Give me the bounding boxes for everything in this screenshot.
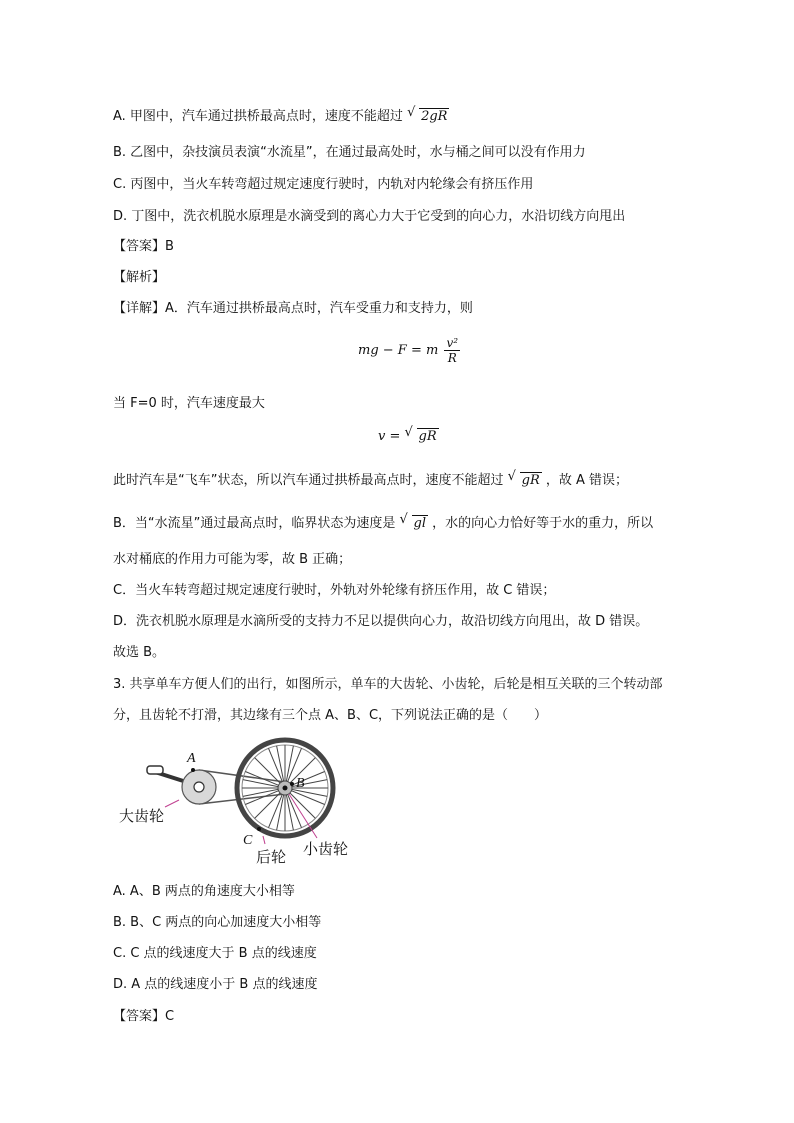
option-c: C. 丙图中，当火车转弯超过规定速度行驶时，内轨对内轮缘会有挤压作用	[113, 177, 534, 192]
fraction: $\frac{\text{v²}}{R}$	[446, 336, 459, 365]
detail-line-3: 此时汽车是“飞车”状态，所以汽车通过拱桥最高点时，速度不能超过 √ gR ，故 A 错误；	[113, 471, 628, 491]
question-3-stem-1: 3. 共享单车方便人们的出行，如图所示，单车的大齿轮、小齿轮，后轮是相互关联的三个转动部	[113, 677, 663, 692]
answer-label: 【答案】B	[113, 239, 174, 254]
question-3-option-d: D. A 点的线速度小于 B 点的线速度	[113, 977, 318, 992]
question-3-option-b: B. B、C 两点的向心加速度大小相等	[113, 915, 322, 930]
option-d: D. 丁图中，洗衣机脱水原理是水滴受到的离心力大于它受到的向心力，水沿切线方向甩出	[113, 209, 626, 224]
question-3-option-a: A. A、B 两点的角速度大小相等	[113, 884, 295, 899]
label-small-gear: 小齿轮	[303, 840, 349, 858]
detail-line-4: B．当“水流星”通过最高点时，临界状态为速度是 √ gl ，水的向心力恰好等于水的重力，所以	[113, 514, 653, 534]
detail-line-5: 水对桶底的作用力可能为零，故 B 正确；	[113, 552, 352, 567]
sqrt-expression: √ gl	[399, 512, 427, 531]
option-a: A. 甲图中，汽车通过拱桥最高点时，速度不能超过 √ 2gR	[113, 107, 449, 127]
question-3-option-c: C. C 点的线速度大于 B 点的线速度	[113, 946, 317, 961]
bicycle-drive-figure	[113, 732, 358, 872]
detail-line-6: C．当火车转弯超过规定速度行驶时，外轨对外轮缘有挤压作用，故 C 错误；	[113, 583, 556, 598]
question-3-stem-2: 分，且齿轮不打滑，其边缘有三个点 A、B、C，下列说法正确的是（ ）	[113, 708, 548, 723]
question-3-answer: 【答案】C	[113, 1009, 175, 1024]
analysis-label: 【解析】	[113, 270, 166, 285]
sqrt-expression: √ gR	[404, 425, 437, 444]
detail-line-1: 【详解】A．汽车通过拱桥最高点时，汽车受重力和支持力，则	[113, 301, 473, 316]
big-gear-leader	[165, 800, 179, 807]
label-rear-wheel: 后轮	[256, 848, 287, 866]
big-gear	[182, 770, 216, 804]
equation-2: v = √ gR	[378, 425, 437, 444]
label-big-gear: 大齿轮	[119, 807, 165, 825]
label-b: B	[296, 776, 305, 791]
option-b: B. 乙图中，杂技演员表演“水流星”，在通过最高处时，水与桶之间可以没有作用力	[113, 145, 586, 160]
small-gear	[278, 781, 292, 795]
label-c: C	[243, 833, 253, 848]
equation-1: mg − F = m $\frac{\text{v²}}{R}$	[358, 336, 459, 365]
point-c	[257, 827, 261, 831]
point-b	[290, 782, 294, 786]
sqrt-expression: √ gR	[507, 469, 540, 488]
detail-line-2: 当 F=0 时，汽车速度最大	[113, 396, 265, 411]
detail-line-8: 故选 B。	[113, 645, 166, 660]
rear-wheel-leader	[263, 836, 265, 844]
point-a	[191, 768, 195, 772]
sqrt-expression: √ 2gR	[407, 105, 448, 124]
detail-line-7: D．洗衣机脱水原理是水滴所受的支持力不足以提供向心力，故沿切线方向甩出，故 D 错误。	[113, 614, 649, 629]
label-a: A	[187, 751, 196, 766]
